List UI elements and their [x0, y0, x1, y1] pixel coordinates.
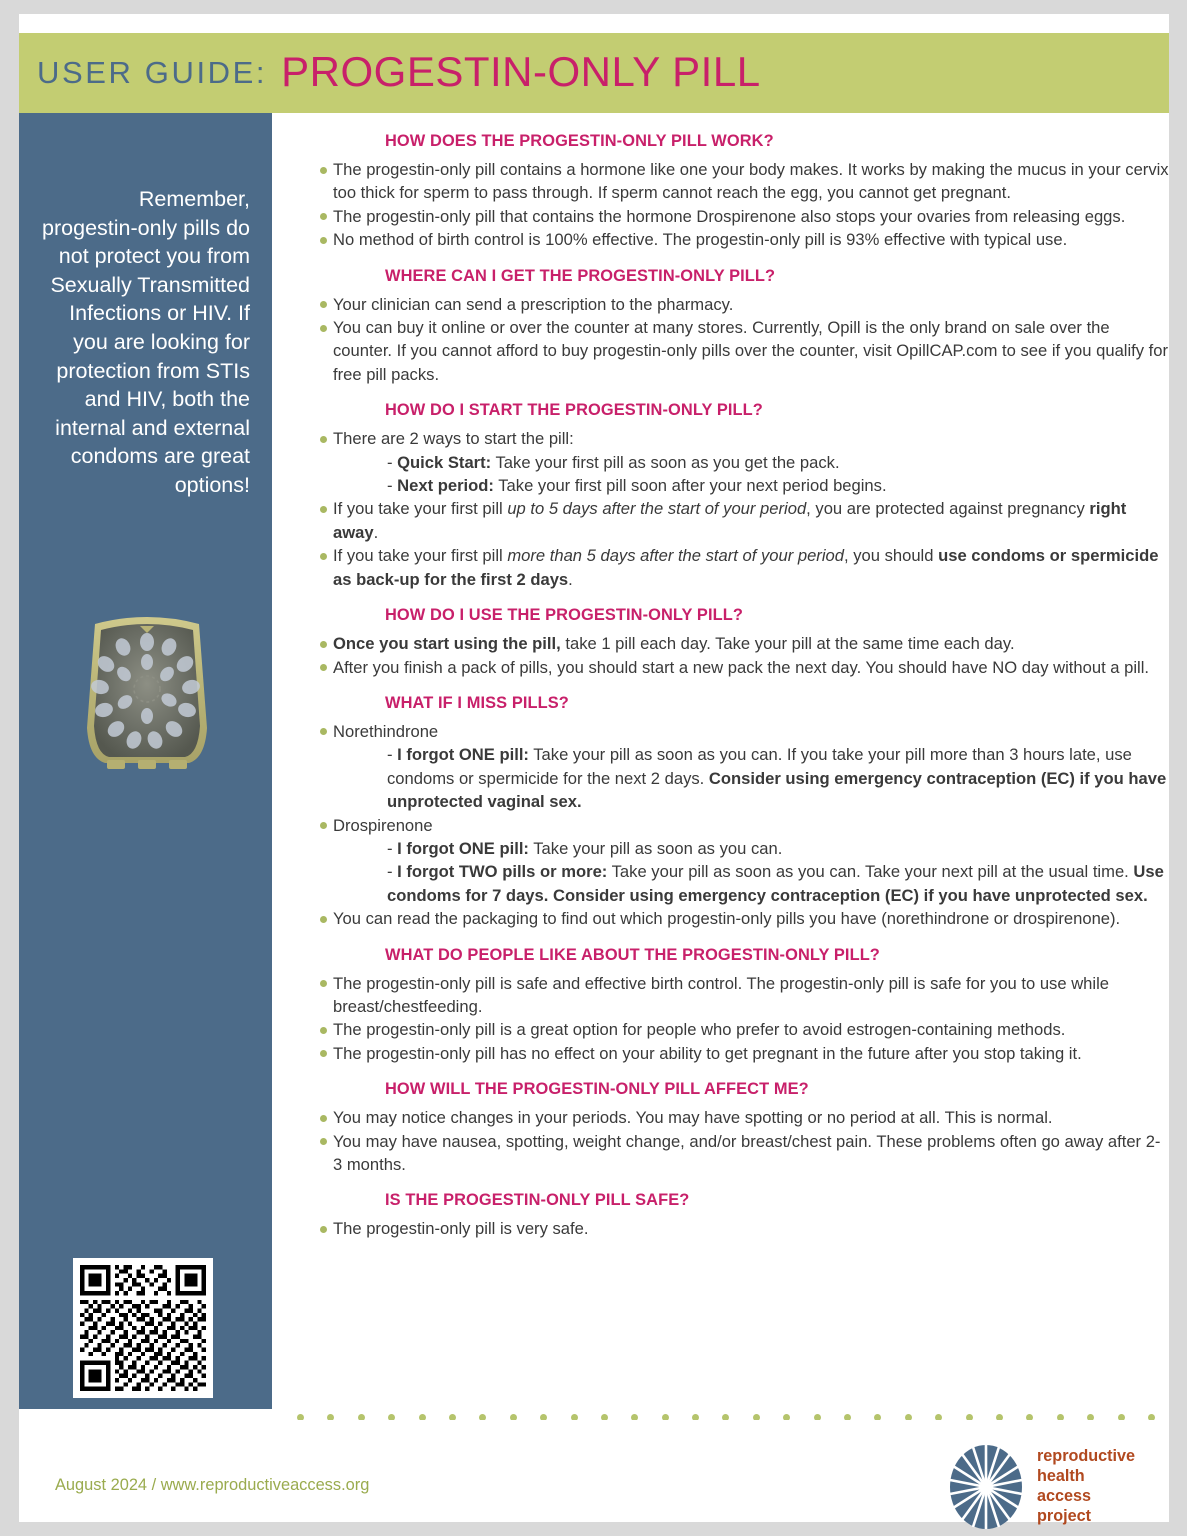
section-heading: HOW DO I USE THE PROGESTIN-ONLY PILL? [385, 606, 743, 625]
page-title: PROGESTIN-ONLY PILL [281, 47, 761, 95]
bullet-sub-item: - Next period: Take your first pill soon after your next period begins. [387, 476, 887, 496]
bullet-item: You may notice changes in your periods. You may have spotting or no period at all. This is normal. [297, 1106, 1169, 1129]
main-content [297, 118, 1169, 1409]
bullet-sub-item: - I forgot TWO pills or more: Take your pill as soon as you can. Take your next pill at the usual time. Use condoms for 7 days. Consider using emergency contraception (EC) if you have unprotected sex. [387, 862, 1164, 905]
bullet-sub-item: - Quick Start: Take your first pill as soon as you get the pack. [387, 452, 840, 472]
logo-wordmark-line: project [1037, 1506, 1091, 1525]
bullet-item: Your clinician can send a prescription to the pharmacy. [297, 293, 1169, 316]
bullet-item: You can read the packaging to find out which progestin-only pills you have (norethindrone or drospirenone). [297, 907, 1169, 930]
document-footer [19, 1420, 1169, 1525]
bullet-item: Once you start using the pill, take 1 pill each day. Take your pill at the same time each day. [297, 632, 1169, 655]
section-bullet-list [297, 427, 1169, 591]
logo-wordmark-line: health [1037, 1467, 1085, 1486]
bullet-item: The progestin-only pill is very safe. [297, 1217, 1169, 1240]
bullet-item: Norethindrone - I forgot ONE pill: Take your pill as soon as you can. If you take your pill more than 3 hours late, use condoms or spermicide for the next 2 days. Consider using emergency contraception (EC) if you have unprotected vaginal sex. [297, 720, 1169, 814]
section-heading: WHAT DO PEOPLE LIKE ABOUT THE PROGESTIN-ONLY PILL? [385, 945, 880, 964]
guide-label: USER GUIDE: [37, 55, 268, 90]
section-heading: HOW DOES THE PROGESTIN-ONLY PILL WORK? [385, 132, 774, 150]
logo-wordmark [1037, 1447, 1135, 1526]
section-heading: IS THE PROGESTIN-ONLY PILL SAFE? [385, 1191, 690, 1210]
bullet-item: The progestin-only pill is a great option for people who prefer to avoid estrogen-containing methods. [297, 1018, 1169, 1041]
document-header [19, 33, 1169, 113]
bullet-item: You can buy it online or over the counter at many stores. Currently, Opill is the only brand on sale over the counter. If you cannot afford to buy progestin-only pills over the counter, visit OpillCAP.com to see if you qualify for free pill packs. [297, 316, 1169, 386]
sidebar [19, 113, 272, 1409]
section-heading: WHAT IF I MISS PILLS? [385, 693, 569, 712]
bullet-item: No method of birth control is 100% effective. The progestin-only pill is 93% effective with typical use. [297, 228, 1169, 251]
bullet-item: After you finish a pack of pills, you should start a new pack the next day. You should have NO day without a pill. [297, 656, 1169, 679]
bullet-item: You may have nausea, spotting, weight change, and/or breast/chest pain. These problems often go away after 2-3 months. [297, 1130, 1169, 1177]
section-heading: WHERE CAN I GET THE PROGESTIN-ONLY PILL? [385, 266, 776, 285]
pill-pack-image [77, 608, 217, 776]
sidebar-note: Remember, progestin-only pills do not protect you from Sexually Transmitted Infections or HIV. If you are looking for protection from STIs and HIV, both the internal and external condoms are great options! [42, 187, 250, 497]
section-bullet-list [297, 158, 1169, 252]
bullet-item: There are 2 ways to start the pill: - Quick Start: Take your first pill as soon as you get the pack. - Next period: Take your first pill soon after your next period begins. [297, 427, 1169, 497]
section-bullet-list [297, 1217, 1169, 1240]
bullet-item: The progestin-only pill has no effect on your ability to get pregnant in the future after you stop taking it. [297, 1042, 1169, 1065]
bullet-sub-item: - I forgot ONE pill: Take your pill as soon as you can. [387, 838, 783, 858]
section-bullet-list [297, 972, 1169, 1066]
bullet-sub-item: - I forgot ONE pill: Take your pill as soon as you can. If you take your pill more than 3 hours late, use condoms or spermicide for the next 2 days. Consider using emergency contraception (EC) if you have unprotected vaginal sex. [387, 745, 1167, 812]
section-bullet-list [297, 720, 1169, 931]
section-bullet-list [297, 293, 1169, 387]
organization-logo [949, 1444, 1135, 1530]
section-bullet-list [297, 632, 1169, 679]
bullet-item: The progestin-only pill contains a hormone like one your body makes. It works by making the mucus in your cervix too thick for sperm to pass through. If sperm cannot reach the egg, you cannot get pregnant. [297, 158, 1169, 205]
bullet-item: The progestin-only pill that contains the hormone Drospirenone also stops your ovaries from releasing eggs. [297, 205, 1169, 228]
sunburst-circle-logo-icon [949, 1444, 1023, 1530]
bullet-item: The progestin-only pill is safe and effective birth control. The progestin-only pill is safe for you to use while breast/chestfeeding. [297, 972, 1169, 1019]
section-bullet-list [297, 1106, 1169, 1176]
bullet-item: Drospirenone - I forgot ONE pill: Take your pill as soon as you can. - I forgot TWO pills or more: Take your pill as soon as you can. Take your next pill at the usual time. Use condoms for 7 days. Consider using emergency contraception (EC) if you have unprotected sex. [297, 814, 1169, 908]
document-page [19, 14, 1169, 1525]
logo-wordmark-line: access [1037, 1487, 1092, 1505]
bullet-item: If you take your first pill more than 5 days after the start of your period, you should use condoms or spermicide as back-up for the first 2 days. [297, 544, 1169, 591]
section-heading: HOW DO I START THE PROGESTIN-ONLY PILL? [385, 401, 763, 420]
section-heading: HOW WILL THE PROGESTIN-ONLY PILL AFFECT ME? [385, 1080, 809, 1099]
logo-wordmark-line: reproductive [1037, 1447, 1136, 1466]
footer-date-url: August 2024 / www.reproductiveaccess.org [55, 1476, 370, 1494]
bullet-item: If you take your first pill up to 5 days after the start of your period, you are protected against pregnancy right away. [297, 497, 1169, 544]
qr-code[interactable] [73, 1258, 213, 1398]
